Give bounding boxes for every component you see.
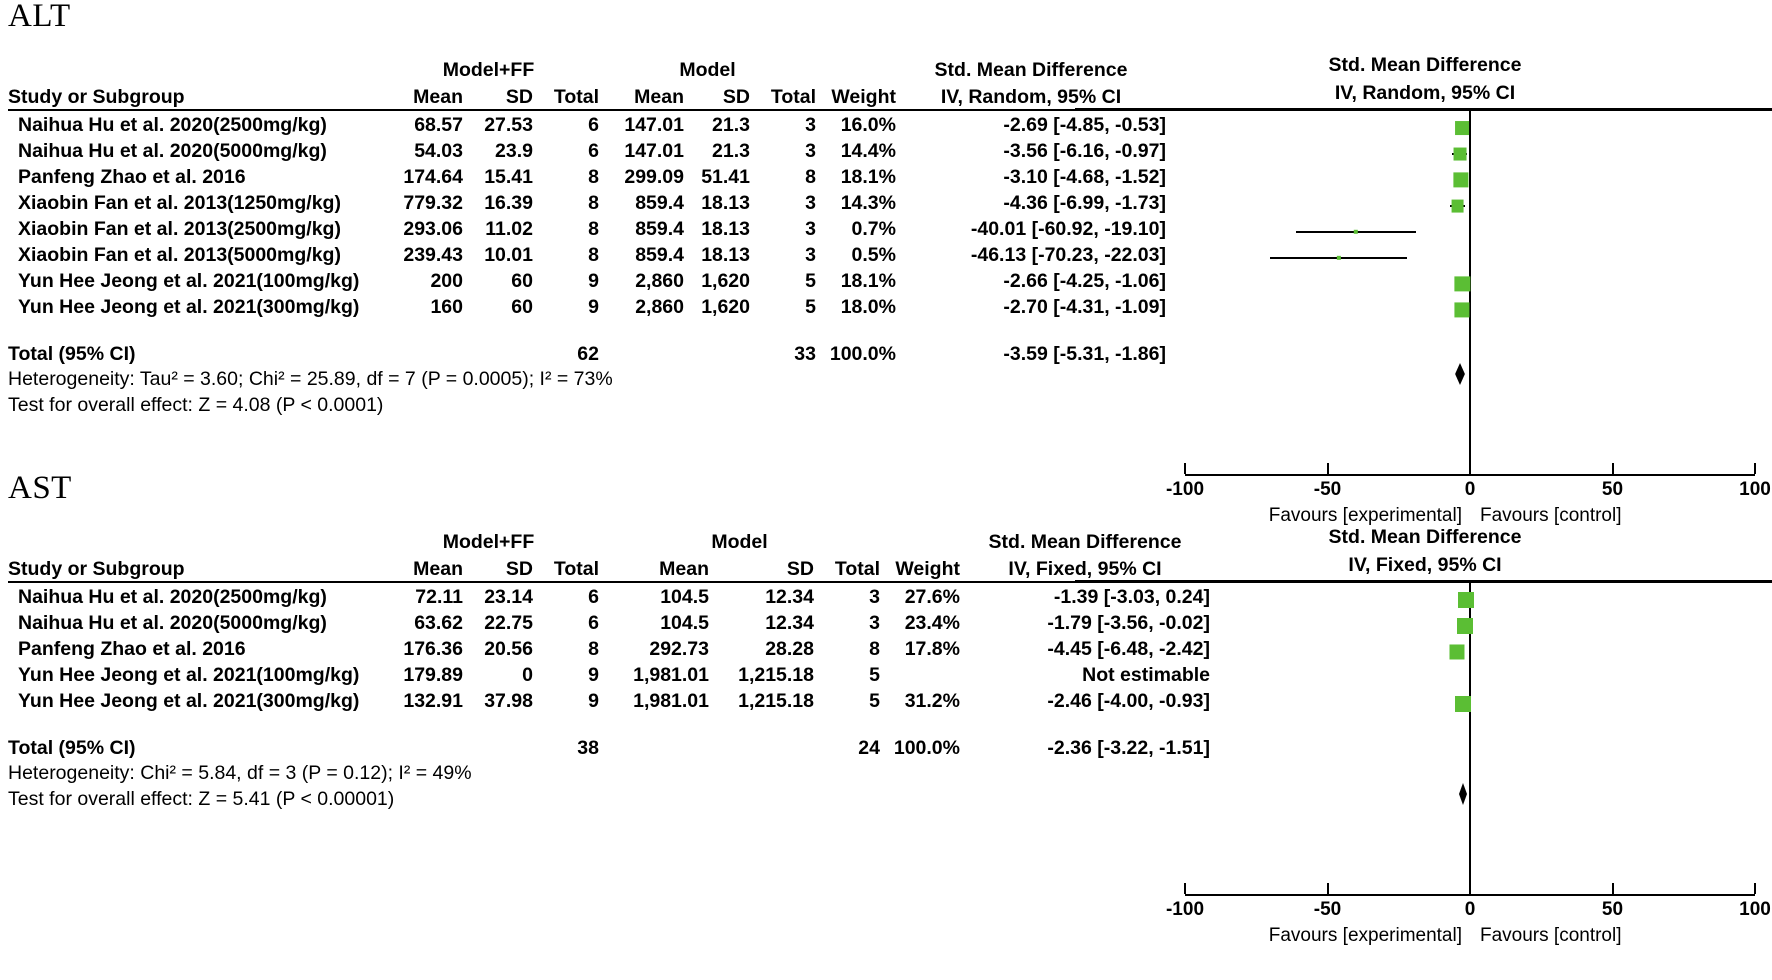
row-exp-sd: 22.75 [484, 612, 533, 634]
row-weight: 14.4% [840, 140, 896, 162]
x-axis-tick [1184, 883, 1186, 894]
row-weight: 27.6% [904, 586, 960, 608]
x-axis-tick-label: -100 [1165, 479, 1205, 500]
forest-plot-panel-ast [0, 470, 1772, 946]
total-effect-ci: -2.36 [-3.22, -1.51] [1047, 737, 1210, 759]
row-exp-sd: 10.01 [484, 244, 533, 266]
group-header-control: Model [711, 531, 768, 553]
row-study-label: Naihua Hu et al. 2020(5000mg/kg) [18, 140, 327, 162]
col-exp-sd: SD [463, 82, 533, 110]
table-spacer-row [8, 713, 1210, 730]
graph-header-model: IV, Random, 95% CI [1334, 82, 1516, 104]
row-study-label: Xiaobin Fan et al. 2013(2500mg/kg) [18, 218, 341, 240]
row-ctrl-sd: 28.28 [765, 638, 814, 660]
row-ctrl-sd: 1,620 [701, 296, 750, 318]
col-exp-total: Total [533, 82, 599, 110]
row-study-label: Naihua Hu et al. 2020(2500mg/kg) [18, 586, 327, 608]
row-study-label: Yun Hee Jeong et al. 2021(300mg/kg) [18, 296, 360, 318]
x-axis-tick-label: 50 [1601, 899, 1624, 920]
group-header-row [8, 526, 1210, 554]
effect-size-marker [1458, 592, 1474, 608]
favours-experimental-label: Favours [experimental] [1268, 505, 1462, 526]
effect-size-marker [1455, 696, 1471, 712]
row-exp-total: 9 [588, 270, 599, 292]
col-weight: Weight [816, 82, 896, 110]
x-axis-tick-label: 0 [1464, 479, 1476, 500]
effect-size-marker [1457, 618, 1473, 634]
col-study: Study or Subgroup [8, 554, 378, 582]
table-row [8, 137, 1166, 163]
table-row [8, 635, 1210, 661]
row-study-label: Naihua Hu et al. 2020(2500mg/kg) [18, 114, 327, 136]
effect-size-marker [1455, 276, 1470, 291]
col-exp-mean: Mean [378, 82, 463, 110]
row-effect-ci: -2.70 [-4.31, -1.09] [1003, 296, 1166, 318]
x-axis-tick-label: -50 [1313, 479, 1342, 500]
col-ctrl-mean: Mean [599, 554, 709, 582]
row-exp-mean: 239.43 [403, 244, 463, 266]
row-ctrl-total: 3 [869, 586, 880, 608]
row-ctrl-total: 5 [869, 664, 880, 686]
row-ctrl-total: 8 [869, 638, 880, 660]
row-effect-ci: -1.79 [-3.56, -0.02] [1047, 612, 1210, 634]
effect-size-marker [1450, 644, 1465, 659]
group-header-row [8, 54, 1166, 82]
x-axis-tick-label: 50 [1601, 479, 1624, 500]
group-header-experimental: Model+FF [442, 59, 535, 81]
row-ctrl-total: 5 [805, 296, 816, 318]
forest-graph-alt [1075, 54, 1772, 526]
table-spacer-row [8, 319, 1166, 336]
row-study-label: Panfeng Zhao et al. 2016 [18, 638, 246, 660]
row-exp-total: 6 [588, 140, 599, 162]
table-row [8, 687, 1210, 713]
row-exp-mean: 176.36 [403, 638, 463, 660]
total-label: Total (95% CI) [8, 343, 136, 365]
row-ctrl-sd: 1,215.18 [738, 664, 814, 686]
row-weight: 14.3% [840, 192, 896, 214]
row-effect-ci: -2.66 [-4.25, -1.06] [1003, 270, 1166, 292]
overall-effect-diamond [1459, 783, 1467, 805]
row-exp-total: 9 [588, 690, 599, 712]
row-study-label: Yun Hee Jeong et al. 2021(100mg/kg) [18, 270, 360, 292]
panel-title-alt: ALT [8, 0, 71, 34]
row-exp-total: 8 [588, 638, 599, 660]
table-row [8, 215, 1166, 241]
row-exp-sd: 23.9 [495, 140, 533, 162]
total-ctrl-total: 33 [794, 343, 816, 365]
row-ctrl-sd: 1,215.18 [738, 690, 814, 712]
x-axis-tick [1754, 883, 1756, 894]
col-ctrl-mean: Mean [599, 82, 684, 110]
row-ctrl-mean: 859.4 [635, 218, 684, 240]
row-ctrl-mean: 859.4 [635, 244, 684, 266]
col-ctrl-sd: SD [684, 82, 750, 110]
table-row [8, 163, 1166, 189]
graph-header-rule [1075, 580, 1772, 583]
row-exp-sd: 0 [522, 664, 533, 686]
col-study: Study or Subgroup [8, 82, 378, 110]
x-axis-tick [1469, 883, 1471, 894]
row-exp-total: 9 [588, 664, 599, 686]
table-row [8, 189, 1166, 215]
total-row [8, 336, 1166, 366]
x-axis-tick-label: 100 [1739, 899, 1771, 920]
row-ctrl-total: 3 [805, 192, 816, 214]
row-effect-ci: -3.10 [-4.68, -1.52] [1003, 166, 1166, 188]
row-effect-ci: -1.39 [-3.03, 0.24] [1053, 586, 1210, 608]
row-ctrl-sd: 21.3 [712, 140, 750, 162]
x-axis-tick-label: -100 [1165, 899, 1205, 920]
graph-header-title: Std. Mean Difference [1328, 54, 1522, 76]
panel-title-ast: AST [8, 470, 72, 506]
total-row [8, 730, 1210, 760]
row-effect-ci: -40.01 [-60.92, -19.10] [970, 218, 1166, 240]
group-header-effect: Std. Mean Difference [934, 59, 1128, 81]
row-weight: 31.2% [904, 690, 960, 712]
effect-size-marker [1354, 230, 1358, 234]
col-weight: Weight [880, 554, 960, 582]
row-exp-mean: 200 [430, 270, 463, 292]
row-effect-ci: -3.56 [-6.16, -0.97] [1003, 140, 1166, 162]
effect-size-marker [1455, 302, 1470, 317]
row-weight: 17.8% [904, 638, 960, 660]
column-header-row [8, 554, 1210, 582]
table-row [8, 293, 1166, 319]
overall-effect-line: Test for overall effect: Z = 4.08 (P < 0.0001) [8, 394, 384, 416]
overall-effect-line: Test for overall effect: Z = 5.41 (P < 0.00001) [8, 788, 395, 810]
null-effect-line [1469, 110, 1471, 474]
row-weight: 16.0% [840, 114, 896, 136]
heterogeneity-line: Heterogeneity: Tau² = 3.60; Chi² = 25.89, df = 7 (P = 0.0005); I² = 73% [8, 368, 613, 390]
row-exp-sd: 27.53 [484, 114, 533, 136]
total-ctrl-total: 24 [858, 737, 880, 759]
row-ctrl-total: 3 [805, 218, 816, 240]
group-header-control: Model [679, 59, 736, 81]
col-ctrl-sd: SD [709, 554, 814, 582]
row-exp-sd: 60 [511, 270, 533, 292]
x-axis-tick-label: 100 [1739, 479, 1771, 500]
row-exp-total: 8 [588, 192, 599, 214]
row-study-label: Xiaobin Fan et al. 2013(1250mg/kg) [18, 192, 341, 214]
row-ctrl-total: 5 [869, 690, 880, 712]
row-ctrl-mean: 299.09 [624, 166, 684, 188]
table-row [8, 241, 1166, 267]
x-axis-line [1185, 894, 1755, 896]
row-ctrl-sd: 18.13 [701, 244, 750, 266]
row-exp-sd: 11.02 [485, 218, 533, 240]
row-exp-mean: 68.57 [414, 114, 463, 136]
col-ctrl-total: Total [750, 82, 816, 110]
x-axis-tick-label: 0 [1464, 899, 1476, 920]
row-study-label: Xiaobin Fan et al. 2013(5000mg/kg) [18, 244, 341, 266]
total-exp-total: 62 [577, 343, 599, 365]
row-exp-mean: 54.03 [414, 140, 463, 162]
row-exp-total: 8 [588, 218, 599, 240]
row-exp-mean: 174.64 [403, 166, 463, 188]
row-exp-total: 6 [588, 114, 599, 136]
row-effect-ci: -2.46 [-4.00, -0.93] [1047, 690, 1210, 712]
row-ctrl-total: 8 [805, 166, 816, 188]
row-study-label: Yun Hee Jeong et al. 2021(100mg/kg) [18, 664, 360, 686]
row-ctrl-mean: 104.5 [660, 612, 709, 634]
row-ctrl-mean: 1,981.01 [633, 690, 709, 712]
row-weight: 0.7% [851, 218, 896, 240]
row-effect-ci: -4.45 [-6.48, -2.42] [1047, 638, 1210, 660]
row-ctrl-total: 3 [869, 612, 880, 634]
effect-size-marker [1455, 121, 1469, 135]
table-row [8, 609, 1210, 635]
row-ctrl-total: 5 [805, 270, 816, 292]
col-exp-sd: SD [463, 554, 533, 582]
effect-size-marker [1453, 148, 1466, 161]
col-ctrl-total: Total [814, 554, 880, 582]
effect-size-marker [1451, 200, 1464, 213]
row-exp-sd: 20.56 [484, 638, 533, 660]
row-exp-sd: 37.98 [484, 690, 533, 712]
row-ctrl-mean: 2,860 [635, 270, 684, 292]
row-ctrl-mean: 859.4 [635, 192, 684, 214]
row-weight: 18.0% [840, 296, 896, 318]
row-exp-mean: 132.91 [403, 690, 463, 712]
col-exp-total: Total [533, 554, 599, 582]
row-exp-mean: 293.06 [403, 218, 463, 240]
row-ctrl-sd: 18.13 [701, 192, 750, 214]
col-exp-mean: Mean [378, 554, 463, 582]
row-exp-total: 8 [588, 244, 599, 266]
row-ctrl-total: 3 [805, 244, 816, 266]
row-ctrl-sd: 18.13 [701, 218, 750, 240]
row-exp-mean: 779.32 [403, 192, 463, 214]
row-ctrl-sd: 21.3 [712, 114, 750, 136]
row-ctrl-sd: 12.34 [765, 586, 814, 608]
overall-effect-diamond [1455, 363, 1465, 385]
x-axis-tick-label: -50 [1313, 899, 1342, 920]
row-study-label: Naihua Hu et al. 2020(5000mg/kg) [18, 612, 327, 634]
row-weight: 0.5% [851, 244, 896, 266]
table-row [8, 582, 1210, 609]
col-effect: IV, Random, 95% CI [896, 82, 1166, 110]
row-weight: 23.4% [904, 612, 960, 634]
group-header-experimental: Model+FF [442, 531, 535, 553]
row-effect-ci: -46.13 [-70.23, -22.03] [970, 244, 1166, 266]
row-effect-ci: Not estimable [1082, 664, 1210, 686]
row-exp-sd: 23.14 [484, 586, 533, 608]
row-ctrl-total: 3 [805, 140, 816, 162]
favours-experimental-label: Favours [experimental] [1268, 925, 1462, 946]
total-exp-total: 38 [577, 737, 599, 759]
total-weight: 100.0% [893, 737, 960, 759]
forest-graph-ast [1075, 526, 1772, 946]
forest-table-alt [8, 54, 1166, 366]
row-weight [880, 661, 960, 687]
row-exp-total: 9 [588, 296, 599, 318]
row-exp-mean: 72.11 [415, 586, 463, 608]
row-exp-sd: 15.41 [484, 166, 533, 188]
row-ctrl-mean: 2,860 [635, 296, 684, 318]
graph-header-title: Std. Mean Difference [1328, 526, 1522, 548]
x-axis-tick [1327, 883, 1329, 894]
row-ctrl-mean: 1,981.01 [633, 664, 709, 686]
row-ctrl-total: 3 [805, 114, 816, 136]
row-study-label: Panfeng Zhao et al. 2016 [18, 166, 246, 188]
row-ctrl-mean: 147.01 [624, 114, 684, 136]
graph-header-model: IV, Fixed, 95% CI [1348, 554, 1502, 576]
total-weight: 100.0% [829, 343, 896, 365]
row-exp-sd: 16.39 [484, 192, 533, 214]
row-weight: 18.1% [840, 270, 896, 292]
favours-control-label: Favours [control] [1480, 925, 1622, 946]
row-study-label: Yun Hee Jeong et al. 2021(300mg/kg) [18, 690, 360, 712]
table-row [8, 661, 1210, 687]
row-exp-mean: 160 [430, 296, 463, 318]
table-row [8, 267, 1166, 293]
row-exp-total: 8 [588, 166, 599, 188]
row-ctrl-sd: 1,620 [701, 270, 750, 292]
row-exp-total: 6 [588, 612, 599, 634]
row-ctrl-sd: 51.41 [701, 166, 750, 188]
effect-size-marker [1336, 256, 1340, 260]
forest-table-ast [8, 526, 1210, 760]
row-ctrl-sd: 12.34 [765, 612, 814, 634]
row-effect-ci: -2.69 [-4.85, -0.53] [1003, 114, 1166, 136]
row-ctrl-mean: 104.5 [660, 586, 709, 608]
row-effect-ci: -4.36 [-6.99, -1.73] [1003, 192, 1166, 214]
row-exp-sd: 60 [511, 296, 533, 318]
favours-control-label: Favours [control] [1480, 505, 1622, 526]
row-exp-total: 6 [588, 586, 599, 608]
row-ctrl-mean: 147.01 [624, 140, 684, 162]
heterogeneity-line: Heterogeneity: Chi² = 5.84, df = 3 (P = 0.12); I² = 49% [8, 762, 472, 784]
row-exp-mean: 179.89 [403, 664, 463, 686]
total-label: Total (95% CI) [8, 737, 136, 759]
effect-size-marker [1454, 172, 1469, 187]
x-axis-tick [1612, 883, 1614, 894]
table-row [8, 110, 1166, 137]
group-header-effect: Std. Mean Difference [988, 531, 1182, 553]
column-header-row [8, 82, 1166, 110]
row-ctrl-mean: 292.73 [649, 638, 709, 660]
total-effect-ci: -3.59 [-5.31, -1.86] [1003, 343, 1166, 365]
row-exp-mean: 63.62 [414, 612, 463, 634]
col-effect: IV, Fixed, 95% CI [960, 554, 1210, 582]
row-weight: 18.1% [840, 166, 896, 188]
graph-header-rule [1075, 108, 1772, 111]
